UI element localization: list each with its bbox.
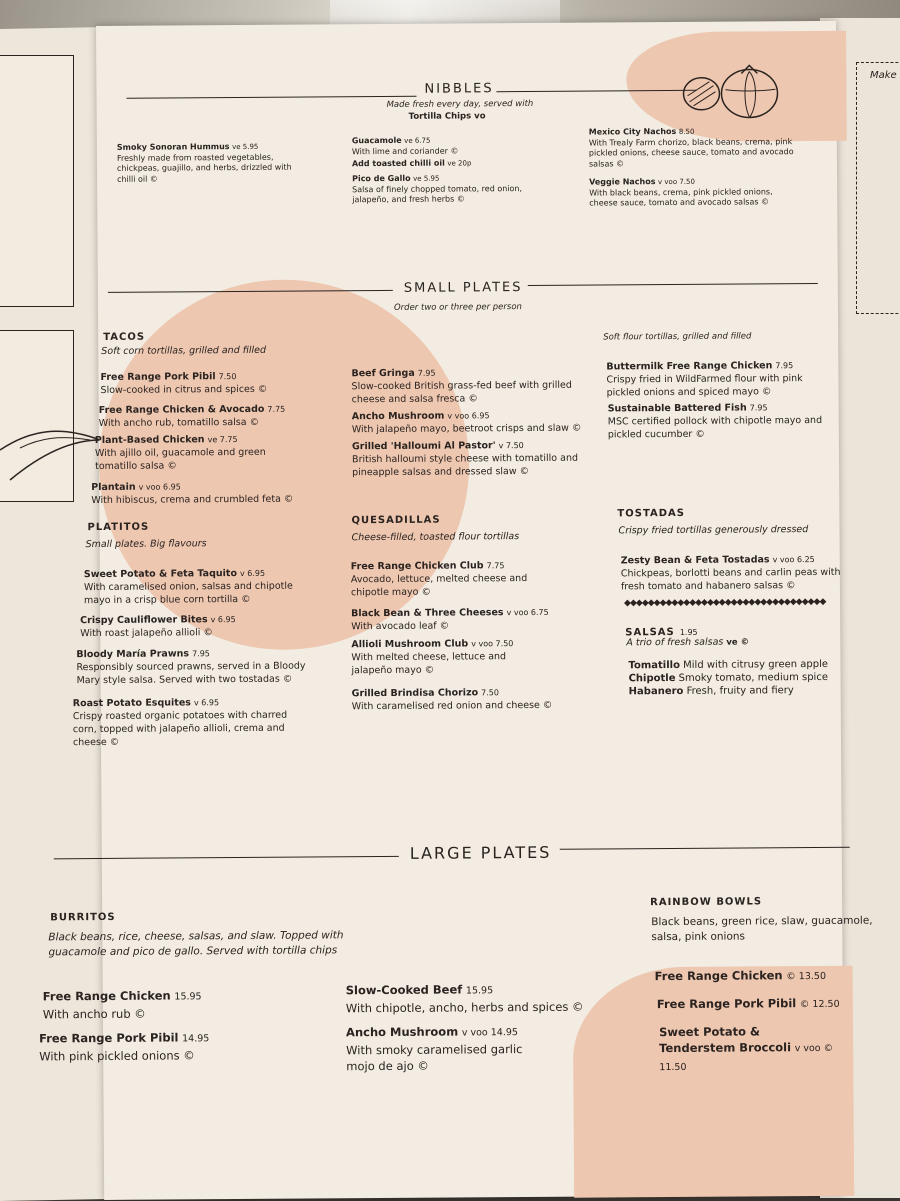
item-price: 7.95: [192, 649, 210, 659]
item-price: 7.50: [218, 372, 237, 382]
item-name: Guacamole: [351, 135, 402, 146]
large-plates-title: LARGE PLATES: [409, 842, 552, 863]
salsa-name: Chipotle: [628, 672, 676, 685]
nibbles-chips: [409, 111, 486, 122]
item-desc: With Trealy Farm chorizo, black beans, crema, pink pickled onions, cheese sauce, tomato and avocado salsas ©: [588, 136, 794, 169]
item-name: Buttermilk Free Range Chicken: [606, 360, 773, 373]
menu-item: [352, 158, 542, 170]
item-name: Bloody María Prawns: [76, 648, 190, 661]
chips-label: Tortilla Chips: [408, 111, 472, 122]
salsas-subtitle: [626, 636, 749, 648]
platitos-heading: PLATITOS: [87, 521, 150, 534]
item-desc: With roast jalapeño allioli ©: [80, 627, 213, 640]
menu-item: [606, 359, 826, 400]
item-desc: Slow-cooked British grass-fed beef with grilled cheese and salsa fresca ©: [351, 379, 572, 406]
burritos-heading: BURRITOS: [50, 911, 116, 924]
menu-item: [346, 1023, 536, 1074]
item-name: Grilled Brindisa Chorizo: [351, 687, 479, 700]
item-desc: Freshly made from roasted vegetables, chickpeas, guajillo, and herbs, drizzled with chilli oil ©: [116, 152, 292, 184]
item-price: 14.95: [182, 1033, 210, 1045]
item-desc: With chipotle, ancho, herbs and spices ©: [345, 999, 584, 1016]
item-desc: With smoky caramelised garlic mojo de ajo ©: [346, 1042, 523, 1074]
tacos-heading: TACOS: [103, 331, 146, 343]
menu-item: [100, 369, 340, 397]
salsa-row: [629, 671, 844, 686]
item-desc: With black beans, crema, pink pickled onions, cheese sauce, tomato and avocado salsas ©: [589, 186, 773, 208]
item-desc: With pink pickled onions ©: [39, 1048, 195, 1064]
item-name: Slow-Cooked Beef: [345, 982, 463, 998]
menu-item: [655, 967, 865, 986]
item-price: 7.75: [486, 561, 505, 571]
item-name: Roast Potato Esquites: [72, 697, 191, 710]
item-name: Sweet Potato & Tenderstem Broccoli: [658, 1024, 792, 1056]
item-name: Veggie Nachos: [589, 177, 656, 187]
right-page-panel: [856, 62, 900, 314]
item-name: Crispy Cauliflower Bites: [80, 614, 208, 627]
item-name: Beef Gringa: [351, 367, 415, 380]
item-name: Ancho Mushroom: [351, 410, 445, 423]
salsa-name: Habanero: [628, 685, 684, 698]
item-name: Pico de Gallo: [352, 173, 411, 184]
left-page-panel: [0, 55, 74, 307]
large-plates-rule-left: [54, 856, 399, 859]
rainbow-bowls-heading: RAINBOW BOWLS: [650, 896, 763, 909]
item-desc: Slow-cooked in citrus and spices ©: [100, 383, 268, 396]
menu-item: [352, 439, 592, 480]
salsa-row: [629, 684, 844, 699]
item-desc: Responsibly sourced prawns, served in a Bloody Mary style salsa. Served with two tostadas ©: [76, 660, 306, 687]
item-price: © 13.50: [786, 970, 827, 983]
tacos-flour-subtitle: Soft flour tortillas, grilled and filled: [603, 331, 752, 343]
item-price: ve 5.95: [232, 142, 259, 152]
item-price: v 7.50: [498, 441, 524, 451]
item-price: v voo 6.95: [138, 482, 181, 492]
item-price: 7.95: [749, 403, 768, 413]
salsas-heading: SALSAS: [625, 626, 675, 639]
salsa-desc: Fresh, fruity and fiery: [686, 685, 794, 697]
item-price: 7.50: [481, 688, 499, 698]
item-desc: With melted cheese, lettuce and jalapeño mayo ©: [351, 651, 507, 677]
item-desc: With avocado leaf ©: [351, 620, 450, 633]
item-price: v 6.95: [210, 615, 236, 625]
salsas-price: 1.95: [679, 627, 698, 637]
item-price: v voo 6.25: [772, 554, 815, 565]
tacos-subtitle: Soft corn tortillas, grilled and filled: [101, 344, 267, 357]
item-name: Free Range Chicken: [654, 968, 783, 984]
tomato-illustration: [681, 61, 781, 122]
small-plates-rule-right: [528, 283, 818, 286]
small-plates-title: SMALL PLATES: [403, 280, 523, 296]
menu-item: [43, 987, 273, 1023]
menu-item: [608, 401, 828, 442]
item-desc: With hibiscus, crema and crumbled feta ©: [91, 493, 294, 507]
item-name: Allioli Mushroom Club: [351, 638, 469, 651]
item-name: Grilled 'Halloumi Al Pastor': [351, 440, 496, 453]
item-name: Add toasted chilli oil: [351, 158, 445, 169]
menu-page: [39, 21, 873, 1200]
item-price: 15.95: [465, 985, 494, 997]
burritos-subtitle: Black beans, rice, cheese, salsas, and slaw. Topped with guacamole and pico de gallo. Served with tortilla chips: [48, 929, 344, 959]
item-price: v voo 6.95: [447, 411, 490, 421]
large-plates-rule-right: [560, 847, 850, 850]
item-price: v voo 6.75: [506, 607, 549, 618]
item-name: Black Bean & Three Cheeses: [351, 607, 504, 620]
menu-item: [84, 566, 314, 607]
menu-item: [73, 696, 303, 750]
tostadas-subtitle: Crispy fried tortillas generously dressed: [618, 524, 809, 537]
platitos-subtitle: Small plates. Big flavours: [85, 538, 207, 551]
item-name: Ancho Mushroom: [345, 1024, 459, 1040]
menu-item: [351, 637, 541, 677]
menu-item: [352, 686, 582, 714]
item-price: ve 6.75: [404, 136, 431, 145]
chips-tag: vo: [474, 111, 486, 122]
menu-item: [352, 408, 602, 436]
leaf-illustration: [0, 410, 105, 490]
item-name: Free Range Chicken & Avocado: [98, 403, 265, 416]
item-price: 8.50: [678, 127, 695, 136]
item-desc: With ajillo oil, guacamole and green tomatillo salsa ©: [94, 446, 266, 473]
item-name: Zesty Bean & Feta Tostadas: [620, 554, 770, 567]
menu-item: [659, 1023, 839, 1076]
nibbles-subtitle: Made fresh every day, served with: [386, 98, 534, 110]
item-price: v voo 14.95: [461, 1027, 518, 1039]
menu-item: [351, 559, 541, 599]
salsas-subtitle-text: A trio of fresh salsas: [626, 636, 724, 649]
menu-item: [621, 553, 846, 594]
item-desc: With caramelised red onion and cheese ©: [351, 699, 553, 713]
menu-item: [352, 173, 542, 206]
item-name: Plant-Based Chicken: [94, 434, 205, 447]
rainbow-bowls-subtitle: Black beans, green rice, slaw, guacamole, salsa, pink onions: [651, 914, 873, 944]
salsas-subtitle-tag: ve ©: [726, 637, 750, 648]
menu-item: [95, 433, 285, 473]
item-price: v voo 7.50: [471, 639, 514, 649]
item-desc: MSC certified pollock with chipotle mayo and pickled cucumber ©: [607, 414, 823, 441]
salsas-list: [628, 658, 843, 699]
nibbles-title: NIBBLES: [424, 81, 494, 97]
item-name: Sustainable Battered Fish: [607, 402, 747, 415]
item-name: Free Range Pork Pibil: [39, 1030, 179, 1046]
right-page-text: Make: [870, 70, 897, 81]
item-price: v voo 7.50: [657, 177, 695, 187]
menu-item: [351, 366, 581, 407]
menu-item: [352, 135, 542, 157]
item-price: 7.95: [775, 361, 794, 371]
small-plates-subtitle: Order two or three per person: [393, 302, 522, 313]
item-desc: With ancho rub, tomatillo salsa ©: [98, 416, 260, 429]
menu-item: [117, 142, 292, 185]
item-name: Sweet Potato & Feta Taquito: [83, 568, 237, 581]
item-name: Free Range Chicken Club: [350, 560, 484, 573]
item-price: © 12.50: [799, 998, 840, 1011]
nibbles-rule-left: [127, 96, 417, 99]
item-desc: Crispy fried in WildFarmed flour with pink pickled onions and spiced mayo ©: [606, 373, 803, 399]
item-desc: Crispy roasted organic potatoes with charred corn, topped with jalapeño allioli, crema and cheese ©: [72, 709, 288, 749]
item-name: Mexico City Nachos: [588, 126, 677, 137]
item-desc: Avocado, lettuce, melted cheese and chipotle mayo ©: [350, 573, 528, 599]
item-price: v 6.95: [239, 568, 266, 579]
item-name: Free Range Pork Pibil: [100, 371, 216, 383]
item-price: 7.95: [417, 368, 436, 378]
item-price: 15.95: [174, 991, 202, 1003]
salsa-name: Tomatillo: [628, 659, 680, 672]
divider-dots: ◆◆◆◆◆◆◆◆◆◆◆◆◆◆◆◆◆◆◆◆◆◆◆◆◆◆◆◆◆◆◆◆◆◆: [624, 596, 826, 609]
menu-item: [657, 995, 867, 1014]
item-name: Smoky Sonoran Hummus: [116, 142, 230, 152]
menu-item: [99, 402, 339, 430]
item-price: ve 7.75: [207, 435, 238, 445]
menu-item: [589, 126, 794, 169]
menu-item: [346, 981, 586, 1017]
tostadas-heading: TOSTADAS: [617, 507, 686, 520]
menu-item: [351, 606, 581, 634]
item-desc: Salsa of finely chopped tomato, red onion, jalapeño, and fresh herbs ©: [352, 183, 523, 205]
menu-item: [80, 613, 310, 641]
item-price: ve 5.95: [413, 174, 440, 183]
item-price: v voo © 11.50: [659, 1042, 834, 1074]
item-desc: With caramelised onion, salsas and chipotle mayo in a crisp blue corn tortilla ©: [83, 580, 293, 607]
menu-item: [91, 479, 331, 507]
salsa-desc: Mild with citrusy green apple: [683, 658, 829, 671]
item-price: 7.75: [267, 404, 286, 414]
menu-item: [39, 1029, 269, 1065]
item-desc: With ancho rub ©: [42, 1006, 146, 1022]
item-price: v 6.95: [193, 698, 220, 708]
item-price: ve 20p: [447, 159, 472, 168]
item-desc: With jalapeño mayo, beetroot crisps and slaw ©: [351, 422, 582, 436]
item-desc: Chickpeas, borlotti beans and carlin peas with fresh tomato and habanero salsas ©: [620, 566, 841, 593]
item-desc: British halloumi style cheese with tomatillo and pineapple salsas and dressed slaw ©: [351, 452, 579, 479]
item-name: Free Range Chicken: [42, 988, 171, 1004]
salsa-desc: Smoky tomato, medium spice: [678, 671, 829, 684]
quesadillas-subtitle: Cheese-filled, toasted flour tortillas: [351, 531, 520, 544]
menu-item: [76, 646, 321, 687]
item-desc: With lime and coriander ©: [351, 145, 459, 156]
menu-item: [589, 176, 794, 209]
item-name: Plantain: [91, 481, 136, 494]
item-name: Free Range Pork Pibil: [656, 996, 797, 1012]
quesadillas-heading: QUESADILLAS: [351, 514, 441, 527]
